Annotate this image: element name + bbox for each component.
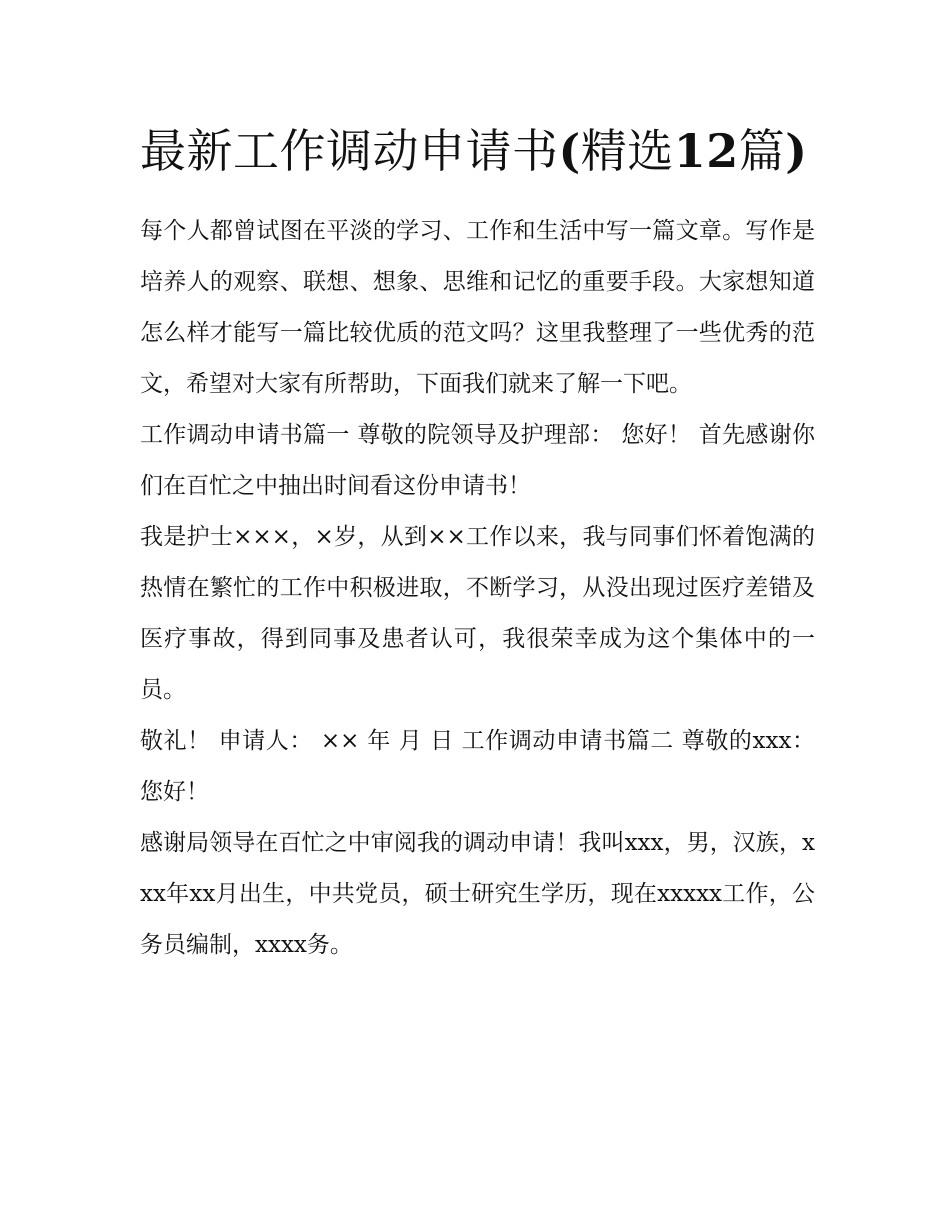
document-page bbox=[140, 112, 815, 971]
paragraph-letter-two-opening: 敬礼！ 申请人： ×× 年 月 日 工作调动申请书篇二 尊敬的xxx： 您好！ bbox=[140, 728, 815, 805]
paragraph-letter-one-body: 我是护士×××，×岁，从到××工作以来，我与同事们怀着饱满的热情在繁忙的工作中积极进取，不断学习，从没出现过医疗差错及医疗事故，得到同事及患者认可，我很荣幸成为这个集体中的一员。 bbox=[140, 524, 815, 703]
paragraph-letter-one-opening: 工作调动申请书篇一 尊敬的院领导及护理部： 您好！ 首先感谢你们在百忙之中抽出时间看这份申请书！ bbox=[140, 422, 815, 499]
document-title: 最新工作调动申请书(精选12篇) bbox=[140, 124, 808, 178]
paragraph-intro: 每个人都曾试图在平淡的学习、工作和生活中写一篇文章。写作是培养人的观察、联想、想象、思维和记忆的重要手段。大家想知道怎么样才能写一篇比较优质的范文吗？这里我整理了一些优秀的范文，希望对大家有所帮助，下面我们就来了解一下吧。 bbox=[140, 218, 815, 397]
paragraph-letter-two-body: 感谢局领导在百忙之中审阅我的调动申请！我叫xxx，男，汉族，xxx年xx月出生，中共党员，硕士研究生学历，现在xxxxx工作，公务员编制，xxxx务。 bbox=[140, 830, 815, 958]
